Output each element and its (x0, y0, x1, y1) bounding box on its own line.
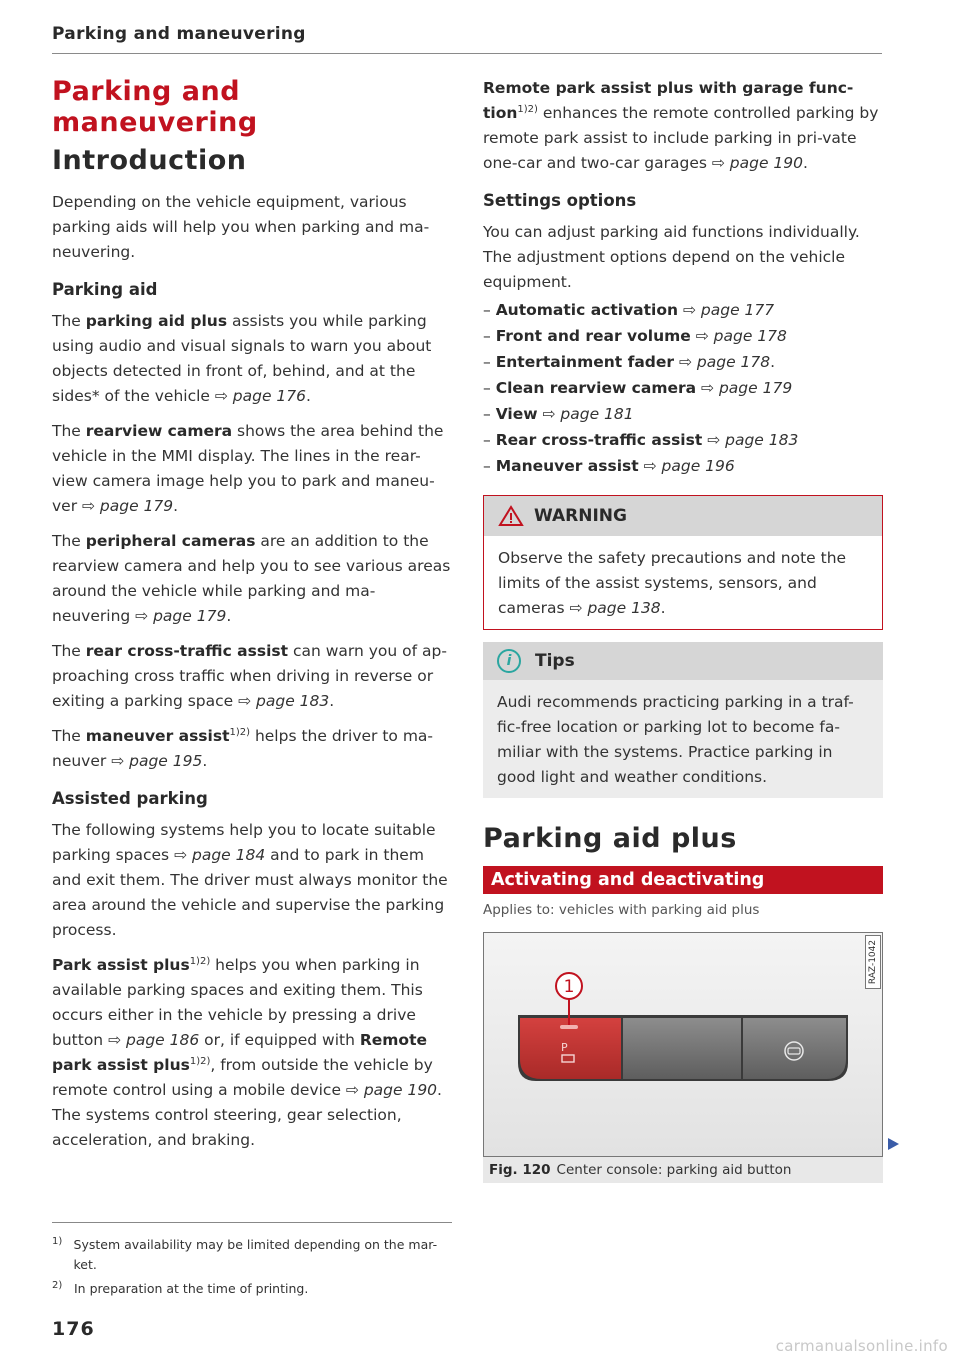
page-ref-link[interactable]: ⇨ page 181 (542, 405, 634, 423)
page-ref-link[interactable]: ⇨ page 190 (711, 154, 804, 172)
page-ref-link[interactable]: ⇨ page 179 (135, 607, 227, 625)
list-item: – Rear cross-traffic assist ⇨ page 183 (483, 431, 799, 449)
rearview-paragraph: The rearview camera shows the area behind the vehicle in the MMI display. The lines in the rear-view camera image help you to park and maneu-ver ⇨ page 179. (52, 422, 444, 515)
peripheral-paragraph: The peripheral cameras are an addition to the rearview camera and help you to see various areas around the vehicle while parking and ma-neuvering ⇨ page 179. (52, 532, 451, 625)
maneuver-paragraph: The maneuver assist$^{1)2)}$ helps the driver to ma-neuver ⇨ page 195. (52, 727, 434, 770)
remote-garage-paragraph: Remote park assist plus with garage func-tion$^{1)2)}$ enhances the remote controlled parking by remote park assist to include parking in pri-vate one-car and two-car garages ⇨ page 190. (483, 79, 879, 172)
cross-traffic-paragraph: The rear cross-traffic assist can warn you of ap-proaching cross traffic when driving in reverse or exiting a parking space ⇨ page 183. (52, 642, 447, 710)
page-ref-link[interactable]: ⇨ page 179 (82, 497, 174, 515)
info-icon: i (497, 649, 521, 673)
page-ref-link[interactable]: ⇨ page 178 (679, 353, 771, 371)
page-number: 176 (52, 1318, 95, 1340)
page-ref-link[interactable]: ⇨ page 177 (682, 301, 775, 319)
figure-console (483, 932, 883, 1157)
svg-text:P: P (561, 1041, 568, 1054)
list-item: – Automatic activation ⇨ page 177 (483, 301, 775, 319)
footnotes (52, 1222, 452, 1303)
watermark: carmanualsonline.info (775, 1337, 948, 1355)
warning-box (483, 495, 883, 630)
assisted-parking-heading: Assisted parking (52, 789, 208, 808)
list-item: – Entertainment fader ⇨ page 178. (483, 353, 776, 371)
page-ref-link[interactable]: ⇨ page 195 (111, 752, 203, 770)
console-illustration (484, 933, 882, 1156)
tips-header (483, 642, 883, 680)
chapter-title-line2: maneuvering (52, 107, 258, 138)
intro-heading: Introduction (52, 145, 247, 176)
header-title: Parking and maneuvering (52, 24, 306, 44)
warning-text: Observe the safety precautions and note the limits of the assist systems, sensors, and cameras ⇨ page 138. (498, 549, 847, 617)
tips-box (483, 642, 883, 798)
figure-code: RAZ-1042 (865, 935, 881, 989)
next-page-arrow-icon[interactable] (888, 1138, 899, 1150)
page-ref-link[interactable]: ⇨ page 138 (569, 599, 661, 617)
list-item: – Maneuver assist ⇨ page 196 (483, 457, 735, 475)
warning-title: WARNING (534, 506, 627, 526)
list-item: – Clean rearview camera ⇨ page 179 (483, 379, 793, 397)
left-column (52, 70, 452, 1163)
chapter-title-line1: Parking and (52, 76, 241, 107)
page-ref-link[interactable]: ⇨ page 183 (707, 431, 799, 449)
page-ref-link[interactable]: ⇨ page 196 (643, 457, 735, 475)
assisted-paragraph: The following systems help you to locate suitable parking spaces ⇨ page 184 and to park in them and exit them. The driver must always monitor the area around the vehicle and supervise the parking process. (52, 821, 448, 939)
page-header (52, 24, 882, 54)
warning-header (484, 496, 882, 536)
subsection-heading: Activating and deactivating (483, 866, 883, 894)
page-ref-link[interactable]: ⇨ page 183 (238, 692, 330, 710)
applies-to: Applies to: vehicles with parking aid plus (483, 902, 760, 918)
section-heading: Parking aid plus (483, 823, 737, 854)
list-item: – View ⇨ page 181 (483, 405, 634, 423)
settings-heading: Settings options (483, 191, 637, 210)
footnote: 2) In preparation at the time of printing. (52, 1280, 309, 1296)
list-item: – Front and rear volume ⇨ page 178 (483, 327, 787, 345)
settings-text: You can adjust parking aid functions individually. The adjustment options depend on the vehicle equipment. (483, 223, 860, 291)
page-ref-link[interactable]: ⇨ page 190 (345, 1081, 438, 1099)
tips-text: Audi recommends practicing parking in a traf-fic-free location or parking lot to become fa-miliar with the systems. Practice parking in good light and weather conditions. (497, 693, 854, 786)
figure-caption: Fig. 120 Center console: parking aid button (483, 1157, 883, 1183)
warning-triangle-icon (498, 505, 524, 527)
parking-aid-heading: Parking aid (52, 280, 158, 299)
page-ref-link[interactable]: ⇨ page 176 (214, 387, 307, 405)
settings-list (483, 297, 883, 479)
right-column (483, 76, 883, 1183)
page-ref-link[interactable]: ⇨ page 179 (701, 379, 793, 397)
intro-text: Depending on the vehicle equipment, various parking aids will help you when parking and ma-neuvering. (52, 193, 430, 261)
tips-title: Tips (535, 651, 575, 671)
callout-number: 1 (563, 977, 575, 997)
page-ref-link[interactable]: ⇨ page 178 (695, 327, 787, 345)
page-ref-link[interactable]: ⇨ page 186 (108, 1031, 200, 1049)
park-assist-paragraph: Park assist plus$^{1)2)}$ helps you when parking in available parking spaces and exiting them. This occurs either in the vehicle by pressing a drive button ⇨ page 186 or, if equipped with Remote park assist plus$^{1)2)}$, from outside the vehicle by remote control using a mobile device ⇨ page 190. The systems control steering, gear selection, acceleration, and braking. (52, 956, 442, 1149)
parking-aid-paragraph: The parking aid plus assists you while parking using audio and visual signals to warn you about objects detected in front of, behind, and at the sides* of the vehicle ⇨ page 176. (52, 312, 432, 405)
page-ref-link[interactable]: ⇨ page 184 (174, 846, 266, 864)
console-button-middle (623, 1018, 741, 1079)
footnote: 1) System availability may be limited depending on the mar-ket. (52, 1236, 438, 1272)
